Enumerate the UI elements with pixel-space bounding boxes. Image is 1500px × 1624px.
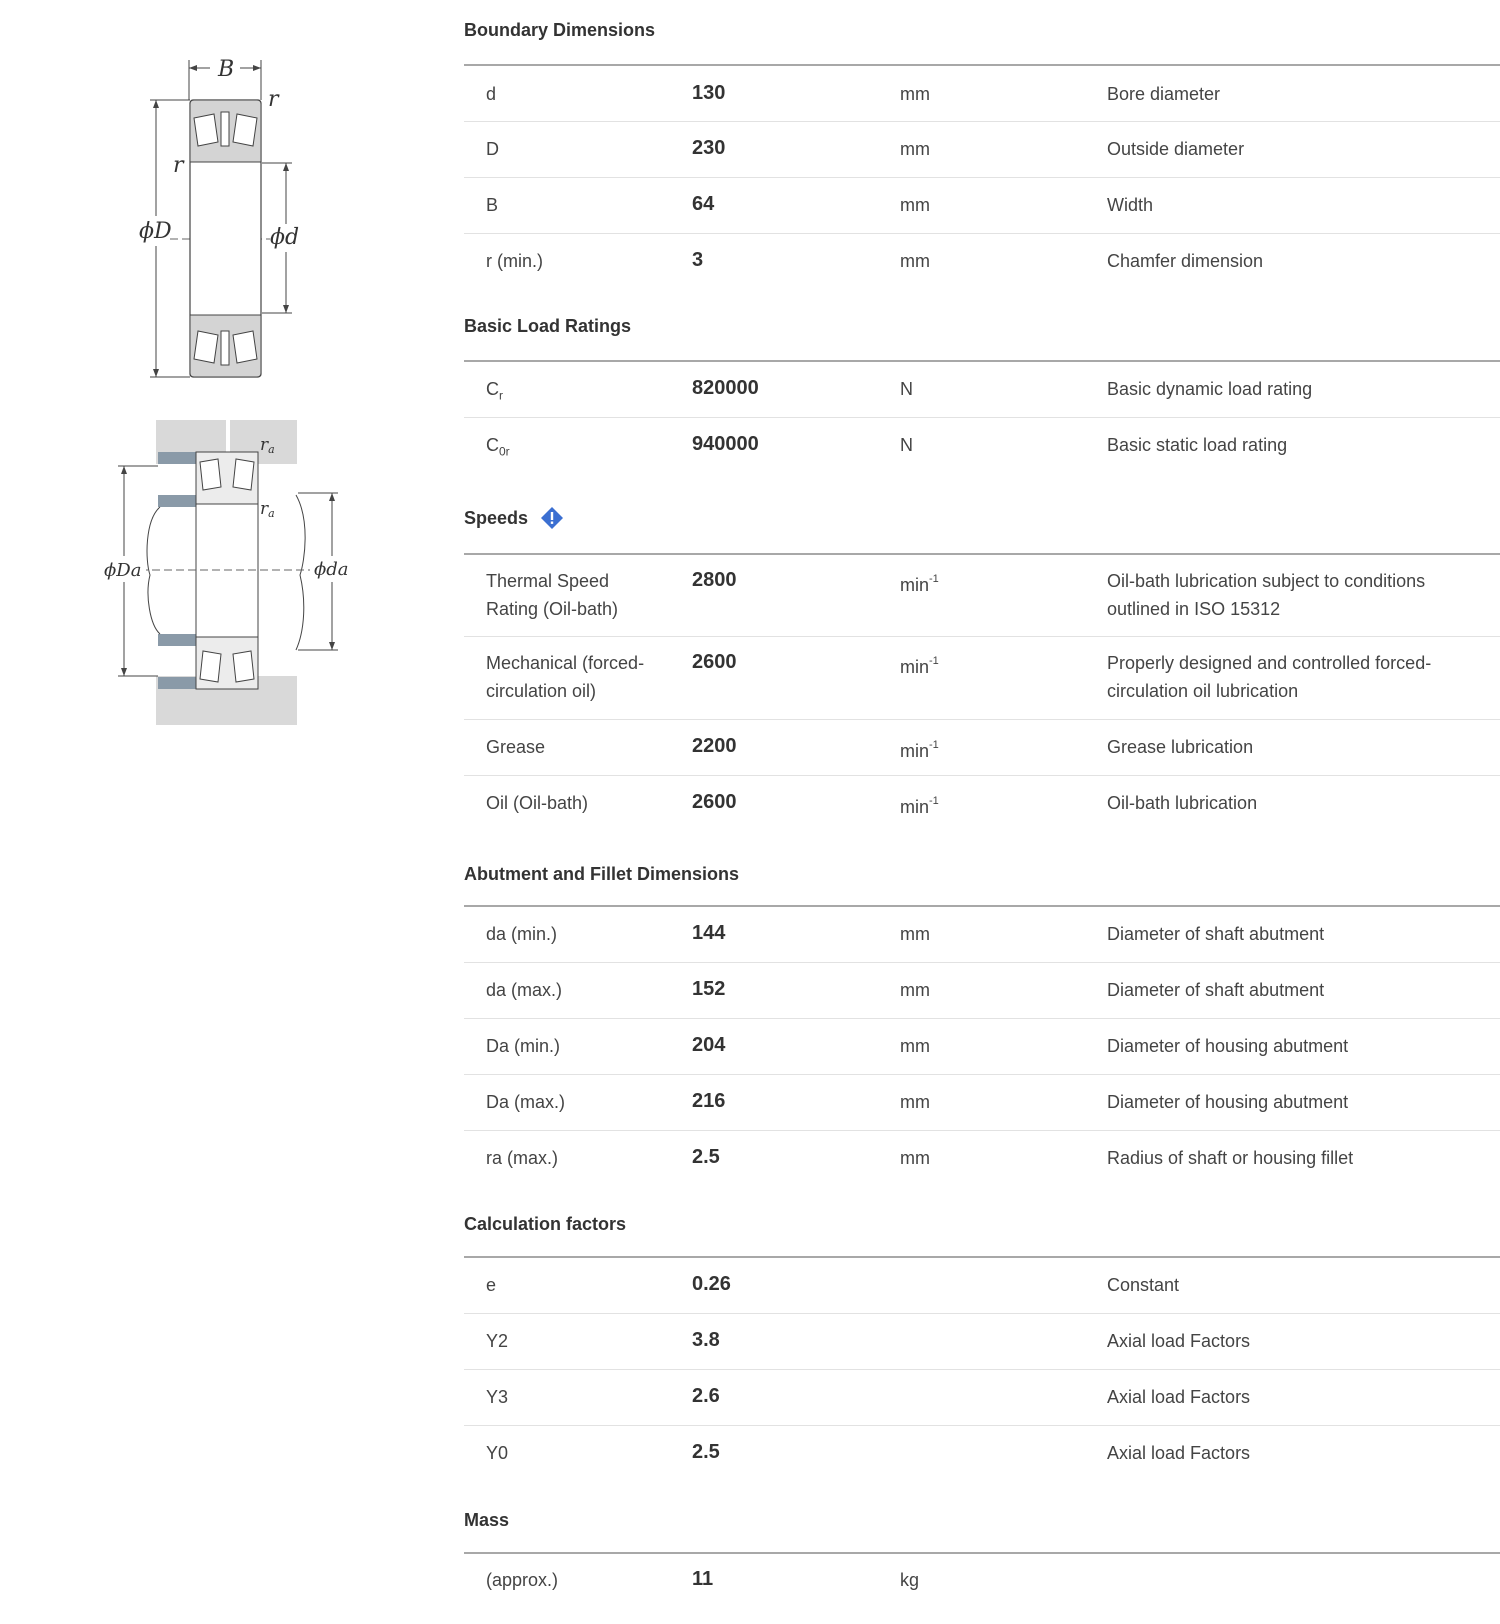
row-unit: $\min^{-1}$ [900, 739, 939, 761]
row-label: d [486, 84, 497, 104]
row-label: ra (max.) [486, 1148, 558, 1168]
row-value: 940000 [692, 433, 759, 455]
row-label: Y3 [486, 1387, 509, 1407]
row-unit: mm [900, 980, 930, 1000]
row-value: 2600 [692, 651, 737, 673]
table-row [464, 1554, 1500, 1609]
row-value: 11 [692, 1568, 714, 1590]
row-description: Axial load Factors [1107, 1443, 1251, 1463]
table-row [464, 1258, 1500, 1314]
row-description: Diameter of housing abutment [1107, 1092, 1349, 1112]
section-title-abutment-fillet: Abutment and Fillet Dimensions [464, 864, 740, 884]
row-description: Basic static load rating [1107, 435, 1288, 455]
bearing-diagrams [0, 0, 440, 760]
dim-label-Da: ϕDa [104, 560, 142, 581]
info-diamond-icon[interactable] [540, 506, 564, 530]
row-description: Bore diameter [1107, 84, 1221, 104]
row-description: Constant [1107, 1275, 1180, 1295]
table-row [464, 178, 1500, 234]
row-description: Properly designed and controlled forced-circulation oil lubrication [1107, 653, 1432, 701]
row-unit: mm [900, 1092, 930, 1112]
row-label: Mechanical (forced-circulation oil) [486, 653, 645, 701]
dim-label-B: B [218, 57, 235, 82]
row-value: 3 [692, 249, 704, 271]
row-unit: kg [900, 1570, 920, 1590]
row-description: Outside diameter [1107, 139, 1245, 159]
row-label: e [486, 1275, 497, 1295]
table-row [464, 907, 1500, 963]
row-unit: $\min^{-1}$ [900, 795, 939, 817]
row-description: Axial load Factors [1107, 1387, 1251, 1407]
table-row [464, 555, 1500, 637]
row-value: 2200 [692, 735, 737, 757]
row-value: 152 [692, 978, 726, 1000]
mounting-abutment-diagram [0, 380, 440, 740]
row-label: Oil (Oil-bath) [486, 793, 589, 813]
row-label: da (min.) [486, 924, 558, 944]
table-row [464, 1370, 1500, 1426]
row-label: $C_{0r}$ [486, 435, 510, 459]
row-unit: mm [900, 924, 930, 944]
table-row [464, 122, 1500, 178]
row-value: 0.26 [692, 1273, 731, 1295]
row-label: Thermal Speed Rating (Oil-bath) [486, 571, 619, 619]
table-row [464, 776, 1500, 831]
section-title-boundary-dimensions: Boundary Dimensions [464, 20, 656, 40]
row-unit: $\min^{-1}$ [900, 655, 939, 677]
row-label: Da (min.) [486, 1036, 561, 1056]
row-unit: N [900, 435, 913, 455]
table-row [464, 362, 1500, 418]
row-label: Da (max.) [486, 1092, 566, 1112]
dim-label-da: ϕda [314, 559, 349, 580]
dim-label-ra-2: ra [260, 499, 275, 520]
row-unit: N [900, 379, 913, 399]
row-value: 216 [692, 1090, 726, 1112]
row-value: 144 [692, 922, 726, 944]
row-description: Grease lubrication [1107, 737, 1254, 757]
row-value: 130 [692, 82, 726, 104]
dim-label-ra-1: ra [260, 435, 275, 456]
bearing-cross-section-diagram [0, 0, 440, 380]
table-row [464, 234, 1500, 289]
row-description: Chamfer dimension [1107, 251, 1264, 271]
row-description: Diameter of housing abutment [1107, 1036, 1349, 1056]
row-unit: mm [900, 251, 930, 271]
row-description: Radius of shaft or housing fillet [1107, 1148, 1354, 1168]
row-unit: mm [900, 139, 930, 159]
row-description: Width [1107, 195, 1154, 215]
row-label: Grease [486, 737, 546, 757]
row-description: Basic dynamic load rating [1107, 379, 1313, 399]
row-value: 3.8 [692, 1329, 720, 1351]
table-row [464, 1131, 1500, 1186]
row-description: Diameter of shaft abutment [1107, 924, 1325, 944]
row-value: 2.5 [692, 1146, 720, 1168]
row-value: 230 [692, 137, 726, 159]
row-description: Diameter of shaft abutment [1107, 980, 1325, 1000]
table-row [464, 1426, 1500, 1481]
row-value: 820000 [692, 377, 759, 399]
table-row [464, 637, 1500, 720]
section-title-calculation-factors: Calculation factors [464, 1214, 627, 1234]
table-row [464, 418, 1500, 473]
row-value: 2600 [692, 791, 737, 813]
row-label: da (max.) [486, 980, 563, 1000]
table-row [464, 1314, 1500, 1370]
table-row [464, 1075, 1500, 1131]
table-row [464, 720, 1500, 776]
row-description: Oil-bath lubrication subject to conditions outlined in ISO 15312 [1107, 571, 1426, 619]
table-row [464, 66, 1500, 122]
row-unit: mm [900, 1148, 930, 1168]
dim-label-r-top: r [268, 87, 279, 112]
section-title-basic-load-ratings: Basic Load Ratings [464, 316, 632, 336]
row-unit: $\min^{-1}$ [900, 573, 939, 595]
section-title-speeds: Speeds [464, 506, 564, 530]
table-row [464, 963, 1500, 1019]
row-unit: mm [900, 1036, 930, 1056]
row-description: Axial load Factors [1107, 1331, 1251, 1351]
table-row [464, 1019, 1500, 1075]
dim-label-d: ϕd [270, 225, 300, 250]
row-unit: mm [900, 195, 930, 215]
row-value: 64 [692, 193, 715, 215]
row-value: 2.6 [692, 1385, 720, 1407]
row-value: 204 [692, 1034, 726, 1056]
row-label: Y2 [486, 1331, 509, 1351]
row-label: $C_r$ [486, 379, 503, 403]
row-value: 2800 [692, 569, 737, 591]
row-label: (approx.) [486, 1570, 559, 1590]
row-label: D [486, 139, 499, 159]
row-description: Oil-bath lubrication [1107, 793, 1258, 813]
row-value: 2.5 [692, 1441, 720, 1463]
row-label: r (min.) [486, 251, 543, 271]
row-label: B [486, 195, 499, 215]
row-unit: mm [900, 84, 930, 104]
row-label: Y0 [486, 1443, 509, 1463]
section-title-mass: Mass [464, 1510, 510, 1530]
dim-label-D: ϕD [139, 219, 172, 244]
dim-label-r-left: r [173, 153, 184, 178]
